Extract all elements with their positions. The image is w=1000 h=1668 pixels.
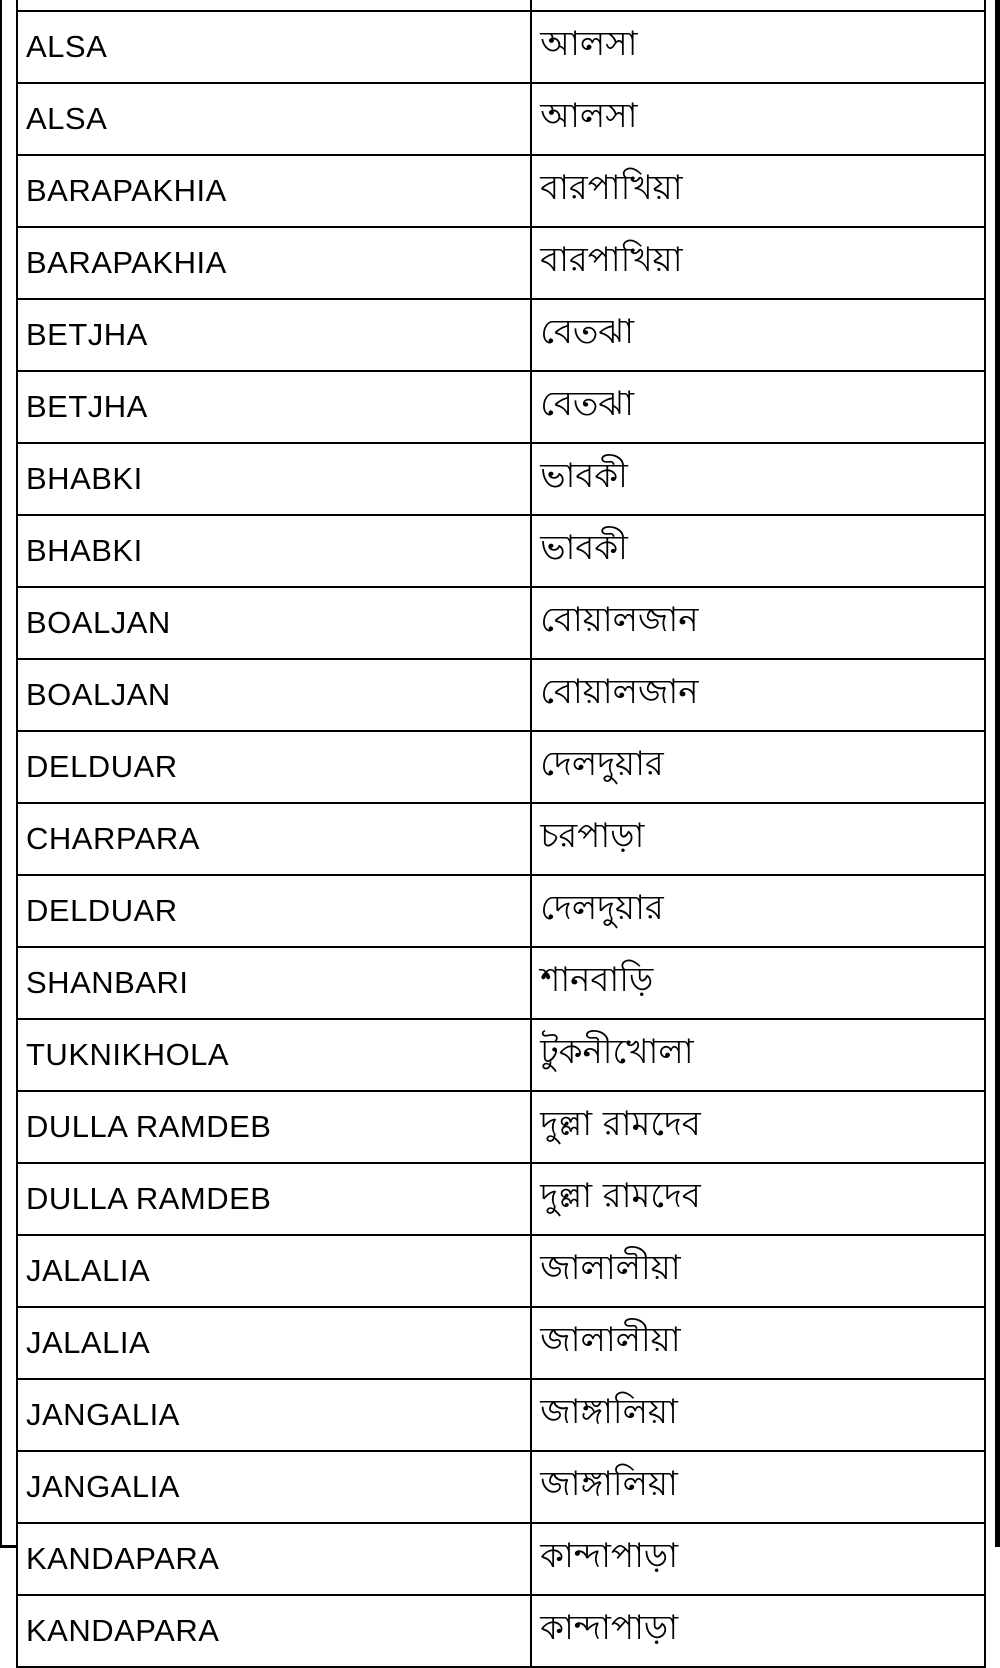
english-name-cell: BETJHA xyxy=(17,371,531,443)
table-row xyxy=(17,227,985,299)
table-row xyxy=(17,83,985,155)
bangla-name-cell: বেতঝা xyxy=(531,371,985,443)
english-name-cell: KANDAPARA xyxy=(17,1595,531,1667)
english-name-cell: BOALJAN xyxy=(17,587,531,659)
table-row xyxy=(17,731,985,803)
table-row xyxy=(17,1163,985,1235)
bangla-name-cell: চরপাড়া xyxy=(531,803,985,875)
bangla-name-cell: আলসা xyxy=(531,11,985,83)
bangla-name-cell: জালালীয়া xyxy=(531,1235,985,1307)
bangla-name-cell: বারপাখিয়া xyxy=(531,155,985,227)
left-column-border xyxy=(0,0,2,1547)
table-row xyxy=(17,1091,985,1163)
english-name-cell: DELDUAR xyxy=(17,875,531,947)
english-name-cell: TUKNIKHOLA xyxy=(17,1019,531,1091)
bangla-name-cell: বেতঝা xyxy=(531,299,985,371)
table-row xyxy=(17,1235,985,1307)
english-name-cell: ALSA xyxy=(17,11,531,83)
table-row xyxy=(17,875,985,947)
table-row xyxy=(17,1379,985,1451)
english-name-cell: JANGALIA xyxy=(17,1451,531,1523)
bangla-name-cell: ভাবকী xyxy=(531,443,985,515)
right-column-border xyxy=(995,0,1000,1547)
table-row xyxy=(17,803,985,875)
english-name-cell: BHABKI xyxy=(17,443,531,515)
bangla-name-cell: জালালীয়া xyxy=(531,1307,985,1379)
table-row xyxy=(17,947,985,1019)
english-name-cell: BETJHA xyxy=(17,299,531,371)
english-name-cell: ALSA xyxy=(17,83,531,155)
table-row xyxy=(17,155,985,227)
cropped-header-cell-bangla xyxy=(531,0,985,11)
bangla-name-cell: বোয়ালজান xyxy=(531,659,985,731)
bangla-name-cell: টুকনীখোলা xyxy=(531,1019,985,1091)
bangla-name-cell: দুল্লা রামদেব xyxy=(531,1091,985,1163)
english-name-cell: DELDUAR xyxy=(17,731,531,803)
table-row xyxy=(17,587,985,659)
english-name-cell: JALALIA xyxy=(17,1235,531,1307)
english-name-cell: BARAPAKHIA xyxy=(17,155,531,227)
bangla-name-cell: দুল্লা রামদেব xyxy=(531,1163,985,1235)
bangla-name-cell: বোয়ালজান xyxy=(531,587,985,659)
english-name-cell: KANDAPARA xyxy=(17,1523,531,1595)
bangla-name-cell: বারপাখিয়া xyxy=(531,227,985,299)
bangla-name-cell: ভাবকী xyxy=(531,515,985,587)
bangla-name-cell: দেলদুয়ার xyxy=(531,875,985,947)
table-row xyxy=(17,371,985,443)
bangla-name-cell: কান্দাপাড়া xyxy=(531,1523,985,1595)
table-row xyxy=(17,1307,985,1379)
table-row xyxy=(17,1451,985,1523)
table-row xyxy=(17,1019,985,1091)
bangla-name-cell: জাঙ্গালিয়া xyxy=(531,1451,985,1523)
english-name-cell: DULLA RAMDEB xyxy=(17,1163,531,1235)
english-name-cell: SHANBARI xyxy=(17,947,531,1019)
english-name-cell: BHABKI xyxy=(17,515,531,587)
english-name-cell: JALALIA xyxy=(17,1307,531,1379)
english-name-cell: BOALJAN xyxy=(17,659,531,731)
cropped-header-row xyxy=(17,0,985,11)
place-name-table xyxy=(16,0,986,1668)
english-name-cell: CHARPARA xyxy=(17,803,531,875)
table-body xyxy=(17,0,985,1667)
cropped-header-cell-english xyxy=(17,0,531,11)
table-row xyxy=(17,11,985,83)
table-row xyxy=(17,1595,985,1667)
english-name-cell: DULLA RAMDEB xyxy=(17,1091,531,1163)
bangla-name-cell: জাঙ্গালিয়া xyxy=(531,1379,985,1451)
left-column-bottom-border xyxy=(0,1545,16,1548)
table-row xyxy=(17,299,985,371)
table-row xyxy=(17,659,985,731)
bangla-name-cell: আলসা xyxy=(531,83,985,155)
table-row xyxy=(17,1523,985,1595)
english-name-cell: BARAPAKHIA xyxy=(17,227,531,299)
bangla-name-cell: কান্দাপাড়া xyxy=(531,1595,985,1667)
table-row xyxy=(17,443,985,515)
bangla-name-cell: দেলদুয়ার xyxy=(531,731,985,803)
bangla-name-cell: শানবাড়ি xyxy=(531,947,985,1019)
english-name-cell: JANGALIA xyxy=(17,1379,531,1451)
table-row xyxy=(17,515,985,587)
